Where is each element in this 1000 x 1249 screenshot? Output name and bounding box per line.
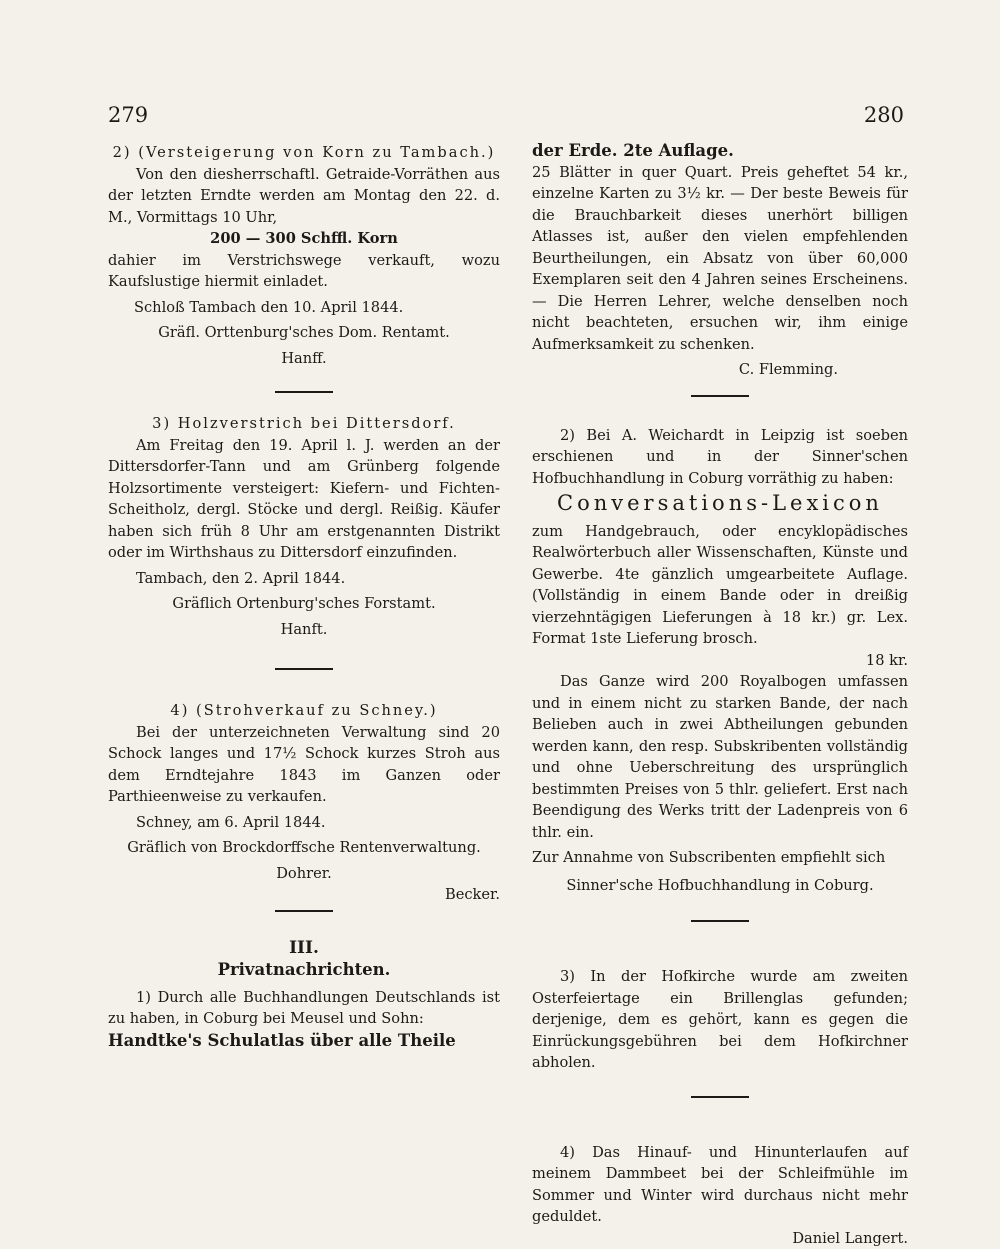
right-column [532,140,908,1249]
book-title: der Erde. 2te Auflage. [532,140,908,162]
notice-heading: 3) Holzverstrich bei Dittersdorf. [108,413,500,435]
notice-place-date: Schney, am 6. April 1844. [108,812,500,834]
book-price: 18 kr. [532,650,908,672]
left-column [108,140,500,1051]
section-title: Privatnachrichten. [108,959,500,981]
book-title: Handtke's Schulatlas über alle Theile [108,1030,500,1052]
notice-body: Bei der unterzeichneten Verwaltung sind 20 Schock langes und 17½ Schock kurzes Stroh aus dem Erndtejahre 1843 im Ganzen oder Parthieenweise zu verkaufen. [108,722,500,808]
notice-heading: 2) (Versteigerung von Korn zu Tambach.) [108,142,500,164]
notice-signature: Hanft. [108,619,500,641]
notice-place-date: Schloß Tambach den 10. April 1844. [108,297,500,319]
notice-body: 4) Das Hinauf- und Hinunterlaufen auf meinem Dammbeet bei der Schleifmühle im Sommer und Winter wird durchaus nicht mehr geduldet. [532,1142,908,1228]
notice-body: 25 Blätter in quer Quart. Preis geheftet 54 kr., einzelne Karten zu 3½ kr. — Der beste Beweis für die Brauchbarkeit dieses unerhört billigen Atlasses ist, außer den vielen empfehlenden Beurtheilungen, ein Absatz von über 60,000 Exemplaren seit den 4 Jahren seines Erscheinens. — Die Herren Lehrer, welche denselben noch nicht beachteten, ersuchen wir, ihm einige Aufmerksamkeit zu schenken. [532,162,908,356]
notice-body: dahier im Verstrichswege verkauft, wozu Kaufslustige hiermit einladet. [108,250,500,293]
notice-heading: 4) (Strohverkauf zu Schney.) [108,700,500,722]
notice-body: Von den diesherrschaftl. Getraide-Vorräthen aus der letzten Erndte werden am Montag den 22. d. M., Vormittags 10 Uhr, [108,164,500,229]
notice-body: 1) Durch alle Buchhandlungen Deutschlands ist zu haben, in Coburg bei Meusel und Sohn: [108,987,500,1030]
notice-body: Das Ganze wird 200 Royalbogen umfassen und in einem nicht zu starken Bande, der nach Belieben auch in zwei Abtheilungen gebunden werden kann, den resp. Subskribenten vollständig und ohne Ueberschreitung des ursprünglich bestimmten Preises von 5 thlr. geliefert. Erst nach Beendigung des Werks tritt der Ladenpreis von 6 thlr. ein. [532,671,908,843]
notice-body: zum Handgebrauch, oder encyklopädisches Realwörterbuch aller Wissenschaften, Künste und Gewerbe. 4te gänzlich umgearbeitete Auflage. (Vollständig in einem Bande oder in dreißig vierzehntägigen Lieferungen à 18 kr.) gr. Lex. Format 1ste Lieferung brosch. [532,521,908,650]
notice-signature: Dohrer. [108,863,500,885]
notice-body: 3) In der Hofkirche wurde am zweiten Osterfeiertage ein Brillenglas gefunden; derjenige, dem es gehört, kann es gegen die Einrückungsgebühren bei dem Hofkirchner abholen. [532,966,908,1074]
notice-body: Zur Annahme von Subscribenten empfiehlt sich [532,847,908,869]
notice-body: 2) Bei A. Weichardt in Leipzig ist soeben erschienen und in der Sinner'schen Hofbuchhandlung in Coburg vorräthig zu haben: [532,425,908,490]
notice-signature: Daniel Langert. [532,1228,908,1249]
separator-rule [691,920,749,922]
page-number-left: 279 [108,103,148,127]
notice-signature: C. Flemming. [532,359,908,381]
notice-signature: Becker. [108,884,500,906]
notice-signature: Sinner'sche Hofbuchhandlung in Coburg. [532,875,908,897]
separator-rule [691,1096,749,1098]
separator-rule [275,668,333,670]
notice-amount: 200 — 300 Schffl. Korn [108,228,500,250]
separator-rule [691,395,749,397]
notice-office: Gräfl. Orttenburg'sches Dom. Rentamt. [108,322,500,344]
notice-signature: Hanff. [108,348,500,370]
page-number-right: 280 [864,103,904,127]
separator-rule [275,910,333,912]
book-title: Conversations-Lexicon [532,493,908,515]
separator-rule [275,391,333,393]
notice-office: Gräflich von Brockdorffsche Rentenverwaltung. [108,837,500,859]
notice-body: Am Freitag den 19. April l. J. werden an der Dittersdorfer-Tann und am Grünberg folgende Holzsortimente versteigert: Kiefern- und Fichten-Scheitholz, dergl. Stöcke und dergl. Reißig. Käufer haben sich früh 8 Uhr am erstgenannten Distrikt oder im Wirthshaus zu Dittersdorf einzufinden. [108,435,500,564]
notice-place-date: Tambach, den 2. April 1844. [108,568,500,590]
section-number: III. [108,938,500,960]
notice-office: Gräflich Ortenburg'sches Forstamt. [108,593,500,615]
